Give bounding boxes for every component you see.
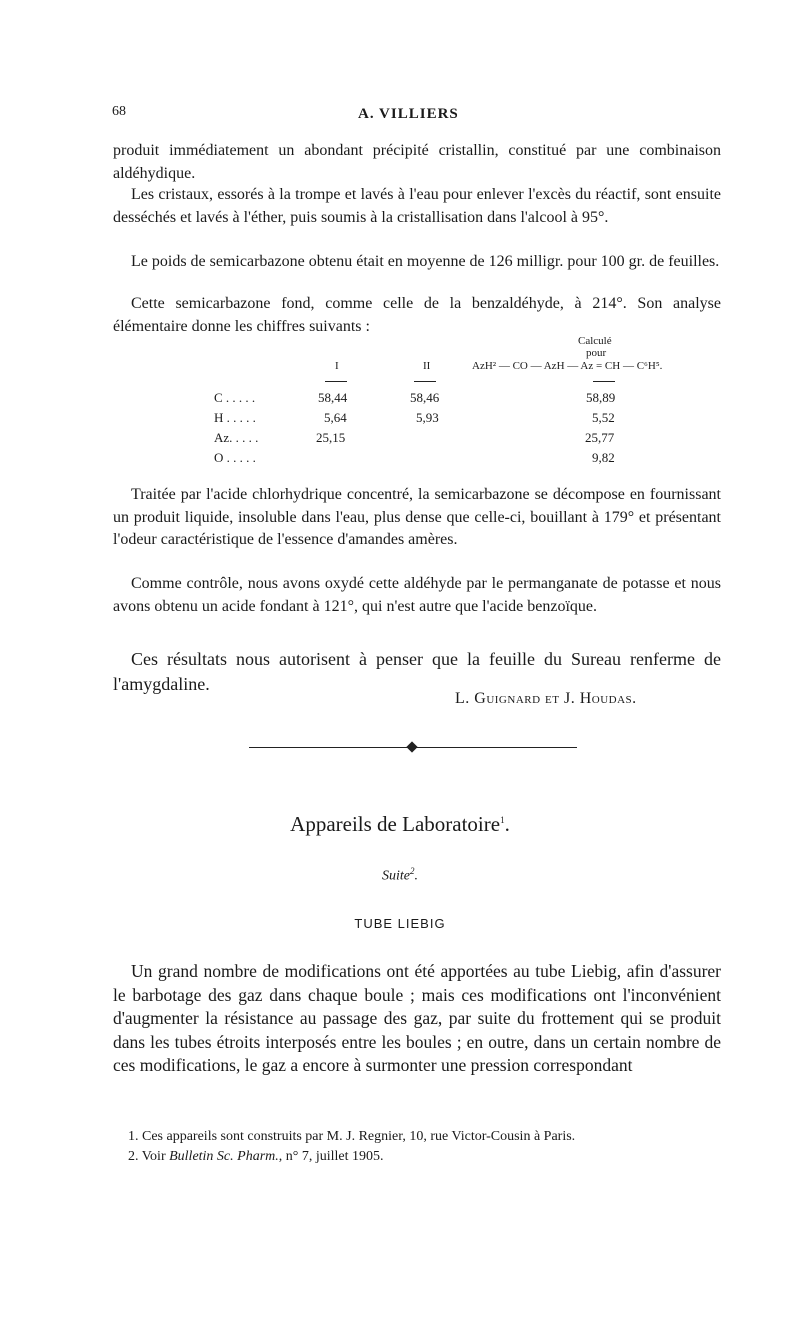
table-cell: 58,46 — [410, 390, 440, 405]
column-3-rule — [593, 381, 615, 382]
section-heading: TUBE LIEBIG — [354, 916, 446, 931]
paragraph-3: Le poids de semicarbazone obtenu était en moyenne de 126 milligr. pour 100 gr. de feuilles. — [131, 253, 720, 270]
table-cell: 58,89 — [586, 390, 616, 405]
page-number: 68 — [112, 104, 126, 119]
table-cell: 25,77 — [585, 430, 615, 445]
paragraph-6: Comme contrôle, nous avons oxydé cette aldéhyde par le permanganate de potasse et nous avons obtenu un acide fondant à 121°, qui n'est autre que l'acide benzoïque. — [113, 575, 721, 615]
table-cell: 58,44 — [318, 390, 348, 405]
table-cell: 9,82 — [592, 450, 615, 465]
column-header-1: I — [335, 360, 339, 372]
footnote-2-journal: Bulletin Sc. Pharm. — [169, 1149, 279, 1164]
row-label: H . . . . . — [214, 410, 256, 425]
row-label: Az. . . . . — [214, 430, 259, 445]
column-header-2: II — [423, 360, 431, 372]
article-title: Appareils de Laboratoire$^1$. — [290, 812, 510, 836]
paragraph-2: Les cristaux, essorés à la trompe et lavés à l'eau pour enlever l'excès du réactif, sont ensuite desséchés et lavés à l'éther, puis soumis à la cristallisation dans l'alcool à 95°. — [113, 186, 721, 226]
running-title: A. VILLIERS — [358, 106, 459, 122]
formula-header: AzH² — CO — AzH — Az = CH — C⁶H⁵. — [472, 360, 663, 372]
paragraph-5: Traitée par l'acide chlorhydrique concentré, la semicarbazone se décompose en fournissant un produit liquide, insoluble dans l'eau, plus dense que celle-ci, bouillant à 179° et présentant l'odeur caractéristique de l'essence d'amandes amères. — [113, 486, 721, 549]
table-cell: 5,64 — [324, 410, 347, 425]
paragraph-4: Cette semicarbazone fond, comme celle de la benzaldéhyde, à 214°. Son analyse élémentaire donne les chiffres suivants : — [113, 295, 721, 335]
table-cell: 5,93 — [416, 410, 439, 425]
row-label: O . . . . . — [214, 450, 256, 465]
footnote-2-suffix: , n° 7, juillet 1905. — [278, 1149, 384, 1164]
footnote-2-prefix: 2. Voir — [128, 1149, 166, 1164]
table-cell: 25,15 — [316, 430, 346, 445]
footnote-2 — [128, 1149, 384, 1165]
signature: L. Guignard et J. Houdas. — [455, 690, 637, 707]
footnote-1: 1. Ces appareils sont construits par M. J. Regnier, 10, rue Victor-Cousin à Paris. — [128, 1129, 576, 1144]
separator-diamond-icon — [406, 741, 417, 752]
paragraph-7: Ces résultats nous autorisent à penser que la feuille du Sureau renferme de l'amygdaline. — [113, 649, 721, 694]
column-2-rule — [414, 381, 436, 382]
calc-label: Calculé — [578, 335, 612, 347]
table-cell: 5,52 — [592, 410, 615, 425]
article-title-text: Appareils de Laboratoire — [290, 812, 501, 836]
article-body: Un grand nombre de modifications ont été apportées au tube Liebig, afin d'assurer le barbotage des gaz dans chaque boule ; mais ces modifications ont l'inconvénient d'augmenter la résistance au passage des gaz, par suite du frottement qui se produit dans les tubes étroits interposés entre les boules ; en outre, dans un certain nombre de ces modifications, le gaz a encore à surmonter une pression correspondant — [113, 961, 721, 1076]
paragraph-1: produit immédiatement un abondant précipité cristallin, constitué par une combinaison aldéhydique. — [113, 142, 721, 182]
column-1-rule — [325, 381, 347, 382]
calc-pour-label: pour — [586, 347, 607, 359]
article-subtitle: Suite$^2$. — [382, 866, 418, 884]
subtitle-footnote-ref: 2 — [410, 866, 415, 876]
row-label: C . . . . . — [214, 390, 256, 405]
subtitle-text: Suite — [382, 868, 410, 884]
title-footnote-ref: 1 — [500, 815, 505, 825]
